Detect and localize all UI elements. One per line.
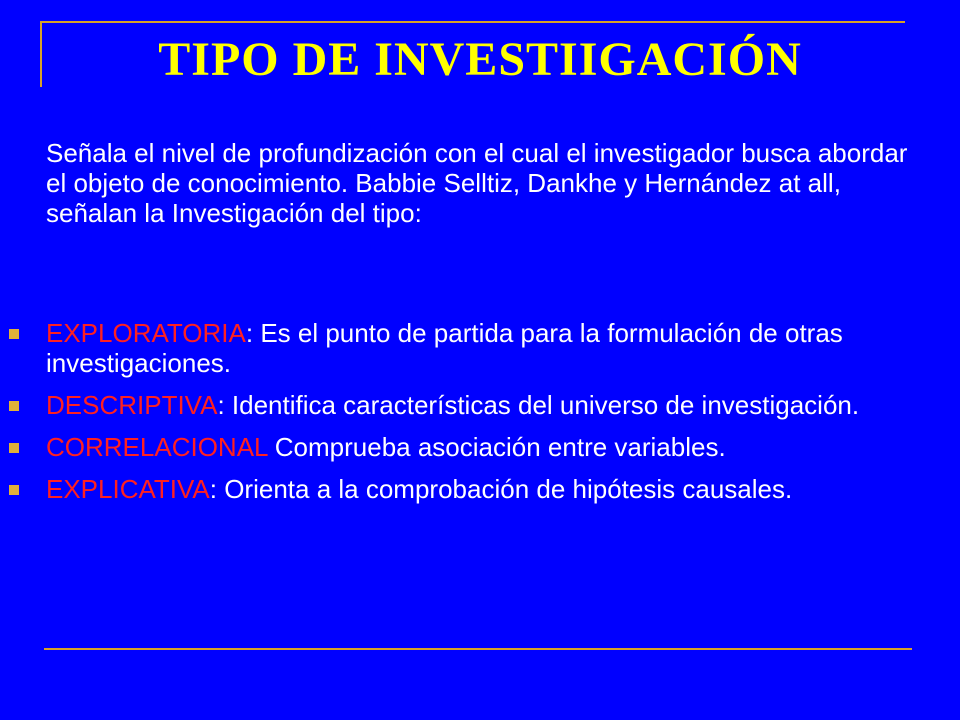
bullet-item-correlacional — [0, 432, 926, 462]
square-bullet-icon — [9, 329, 19, 339]
bottom-accent-line — [44, 648, 912, 650]
square-bullet-icon — [9, 401, 19, 411]
intro-paragraph: Señala el nivel de profundización con el cual el investigador busca abordar el objeto de conocimiento. Babbie Selltiz, Dankhe y Hernández at all, señalan la Investigación del tipo: — [46, 138, 908, 228]
bullet-item-exploratoria — [0, 318, 926, 378]
bullet-list — [0, 318, 960, 516]
bullet-text: : Orienta a la comprobación de hipótesis causales. — [209, 474, 793, 504]
bullet-text: : Identifica características del universo de investigación. — [217, 390, 860, 420]
bullet-text: : Es el punto de partida para la formulación de otras investigaciones. — [46, 318, 843, 378]
bullet-text: Comprueba asociación entre variables. — [267, 432, 726, 462]
bullet-item-explicativa — [0, 474, 926, 504]
bullet-term: DESCRIPTIVA — [46, 390, 218, 420]
square-bullet-icon — [9, 443, 19, 453]
bullet-term: EXPLICATIVA — [46, 474, 210, 504]
bullet-term: EXPLORATORIA — [46, 318, 246, 348]
top-accent-line — [40, 21, 905, 23]
bullet-item-descriptiva — [0, 390, 926, 420]
slide-title: TIPO DE INVESTIIGACIÓN — [158, 33, 802, 86]
bullet-term: CORRELACIONAL — [46, 432, 268, 462]
square-bullet-icon — [9, 485, 19, 495]
